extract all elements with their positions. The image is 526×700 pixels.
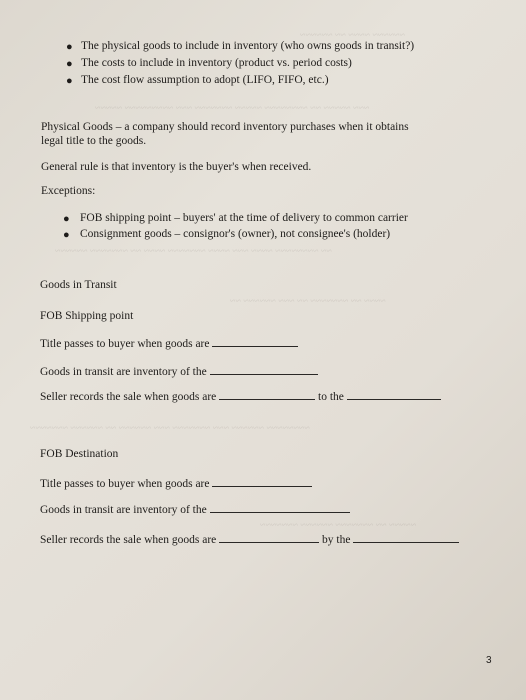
fill-blank-line [40, 390, 441, 405]
section-heading: Goods in Transit [40, 279, 117, 291]
fill-blank-connector: to the [318, 391, 344, 403]
fill-blank-prompt: Title passes to buyer when goods are [40, 338, 210, 350]
bleed-through-text: ~~~~ ~~ ~~~~~~~ ~~ ~~~ ~~~~~~ ~~ [230, 296, 386, 307]
fill-blank-line [40, 365, 318, 380]
physical-goods-line: legal title to the goods. [41, 135, 147, 147]
answer-blank [219, 533, 319, 543]
exception-text: Consignment goods – consignor's (owner), not consignee's (holder) [80, 228, 391, 240]
exception-text: FOB shipping point – buyers' at the time of delivery to common carrier [80, 212, 408, 224]
answer-blank [210, 503, 350, 513]
bleed-through-text: ~~~ ~~~~~ ~~ ~~~~~~~~ ~~~~~ ~~~~~~~ ~~~ ~~~~~~~~~ ~~~~~ [95, 103, 370, 114]
fill-blank-line [40, 477, 312, 492]
bullet-text: The costs to include in inventory (product vs. period costs) [81, 57, 352, 69]
fob-shipping-heading: FOB Shipping point [40, 310, 134, 322]
bullet-dot: ● [63, 229, 70, 241]
answer-blank [347, 390, 441, 400]
bullet-dot: ● [66, 75, 73, 87]
bullet-text: The physical goods to include in inventory (who owns goods in transit?) [81, 40, 415, 52]
answer-blank [210, 365, 318, 375]
fob-destination-heading: FOB Destination [40, 448, 119, 460]
fill-blank-line [40, 533, 459, 548]
bleed-through-text: ~~ ~~~~~~~~ ~~~~ ~~~ ~~~~ ~~~~~~~ ~~~~ ~~ ~~~~~~~ ~~~~~~ [55, 246, 332, 257]
bullet-dot: ● [63, 213, 70, 225]
general-rule: General rule is that inventory is the buyer's when received. [41, 161, 312, 173]
bleed-through-text: ~~~~~~~~ ~~~~~~ ~~~ ~~~~~~~ ~~~ ~~~~~~ ~~ ~~~~~~ ~~~~~~~ [30, 423, 310, 434]
fill-blank-line [40, 337, 298, 352]
fill-blank-prompt: Seller records the sale when goods are [40, 534, 217, 546]
fill-blank-prompt: Goods in transit are inventory of the [40, 504, 207, 516]
bullet-dot: ● [66, 41, 73, 53]
page-number: 3 [486, 655, 492, 666]
exceptions-label: Exceptions: [41, 185, 96, 197]
answer-blank [219, 390, 315, 400]
fill-blank-prompt: Goods in transit are inventory of the [40, 366, 207, 378]
fill-blank-prompt: Seller records the sale when goods are [40, 391, 217, 403]
fill-blank-connector: by the [322, 534, 351, 546]
answer-blank [353, 533, 459, 543]
answer-blank [212, 477, 312, 487]
fill-blank-line [40, 503, 350, 518]
answer-blank [212, 337, 298, 347]
bleed-through-text: ~~~~~ ~~ ~~~~~~~ ~~~~~~ ~~~~~~~ [260, 520, 417, 531]
bullet-dot: ● [66, 58, 73, 70]
fill-blank-prompt: Title passes to buyer when goods are [40, 478, 210, 490]
physical-goods-line: Physical Goods – a company should record inventory purchases when it obtains [41, 121, 409, 133]
bleed-through-text: ~~~~~~ ~~~~ ~~ ~~~~~~ [300, 30, 405, 41]
bullet-text: The cost flow assumption to adopt (LIFO, FIFO, etc.) [81, 74, 329, 86]
